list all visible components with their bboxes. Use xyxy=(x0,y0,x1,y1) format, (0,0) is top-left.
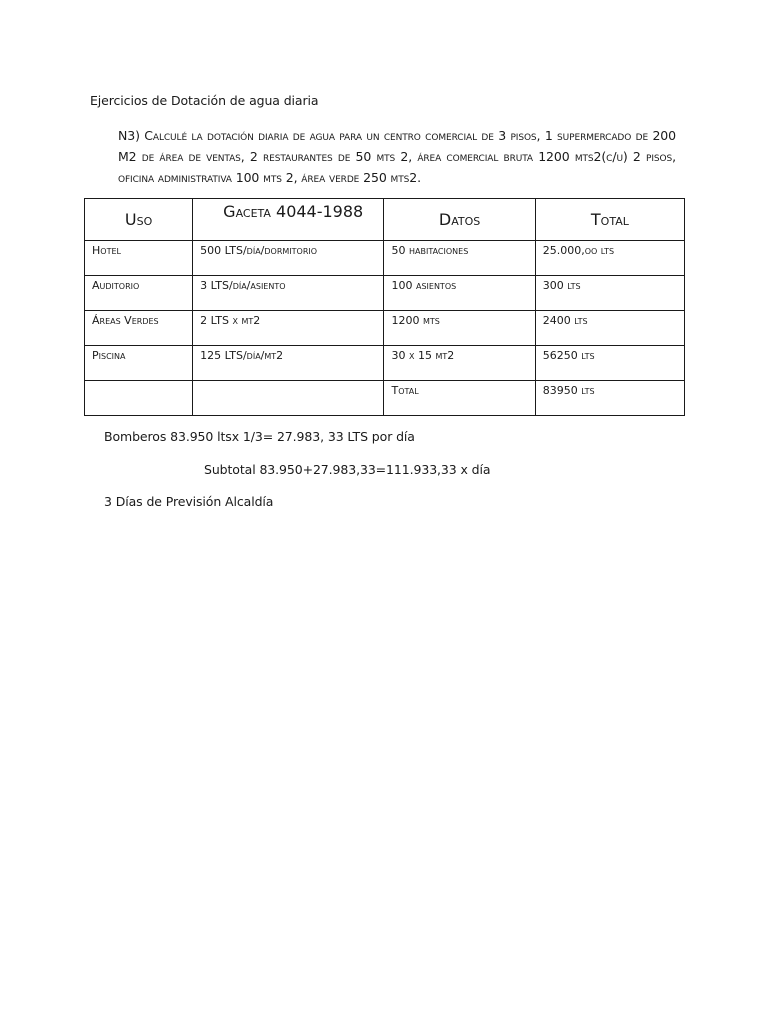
cell-datos: 1200 mts xyxy=(384,311,535,346)
header-gaceta: Gaceta 4044-1988 xyxy=(193,199,384,241)
cell-uso: Hotel xyxy=(85,241,193,276)
cell-uso xyxy=(85,381,193,416)
cell-gaceta: 500 LTS/día/dormitorio xyxy=(193,241,384,276)
water-supply-table xyxy=(84,198,685,416)
table-row xyxy=(85,311,685,346)
document-title: Ejercicios de Dotación de agua diaria xyxy=(90,93,319,108)
header-total: Total xyxy=(535,199,684,241)
cell-total: 25.000,oo lts xyxy=(535,241,684,276)
cell-datos: 50 habitaciones xyxy=(384,241,535,276)
cell-total: 300 lts xyxy=(535,276,684,311)
table-row xyxy=(85,241,685,276)
bomberos-calculation: Bomberos 83.950 ltsx 1/3= 27.983, 33 LTS por día xyxy=(104,429,415,444)
cell-uso: Piscina xyxy=(85,346,193,381)
cell-uso: Áreas Verdes xyxy=(85,311,193,346)
cell-total: 83950 lts xyxy=(535,381,684,416)
cell-gaceta: 2 LTS x mt2 xyxy=(193,311,384,346)
table-row xyxy=(85,346,685,381)
problem-statement: N3) Calculé la dotación diaria de agua para un centro comercial de 3 pisos, 1 supermercado de 200 M2 de área de ventas, 2 restaurantes de 50 mts 2, área comercial bruta 1200 mts2(c/u) 2 pisos, oficina administrativa 100 mts 2, área verde 250 mts2. xyxy=(118,128,676,185)
table-row-total xyxy=(85,381,685,416)
cell-gaceta xyxy=(193,381,384,416)
cell-uso: Auditorio xyxy=(85,276,193,311)
header-datos: Datos xyxy=(384,199,535,241)
subtotal-calculation: Subtotal 83.950+27.983,33=111.933,33 x día xyxy=(204,462,491,477)
cell-datos: 100 asientos xyxy=(384,276,535,311)
header-uso: Uso xyxy=(85,199,193,241)
table-header-row xyxy=(85,199,685,241)
cell-total: 56250 lts xyxy=(535,346,684,381)
table-row xyxy=(85,276,685,311)
cell-datos: 30 x 15 mt2 xyxy=(384,346,535,381)
cell-datos: Total xyxy=(384,381,535,416)
cell-total: 2400 lts xyxy=(535,311,684,346)
prevision-note: 3 Días de Previsión Alcaldía xyxy=(104,494,274,509)
cell-gaceta: 125 LTS/día/mt2 xyxy=(193,346,384,381)
cell-gaceta: 3 LTS/día/asiento xyxy=(193,276,384,311)
